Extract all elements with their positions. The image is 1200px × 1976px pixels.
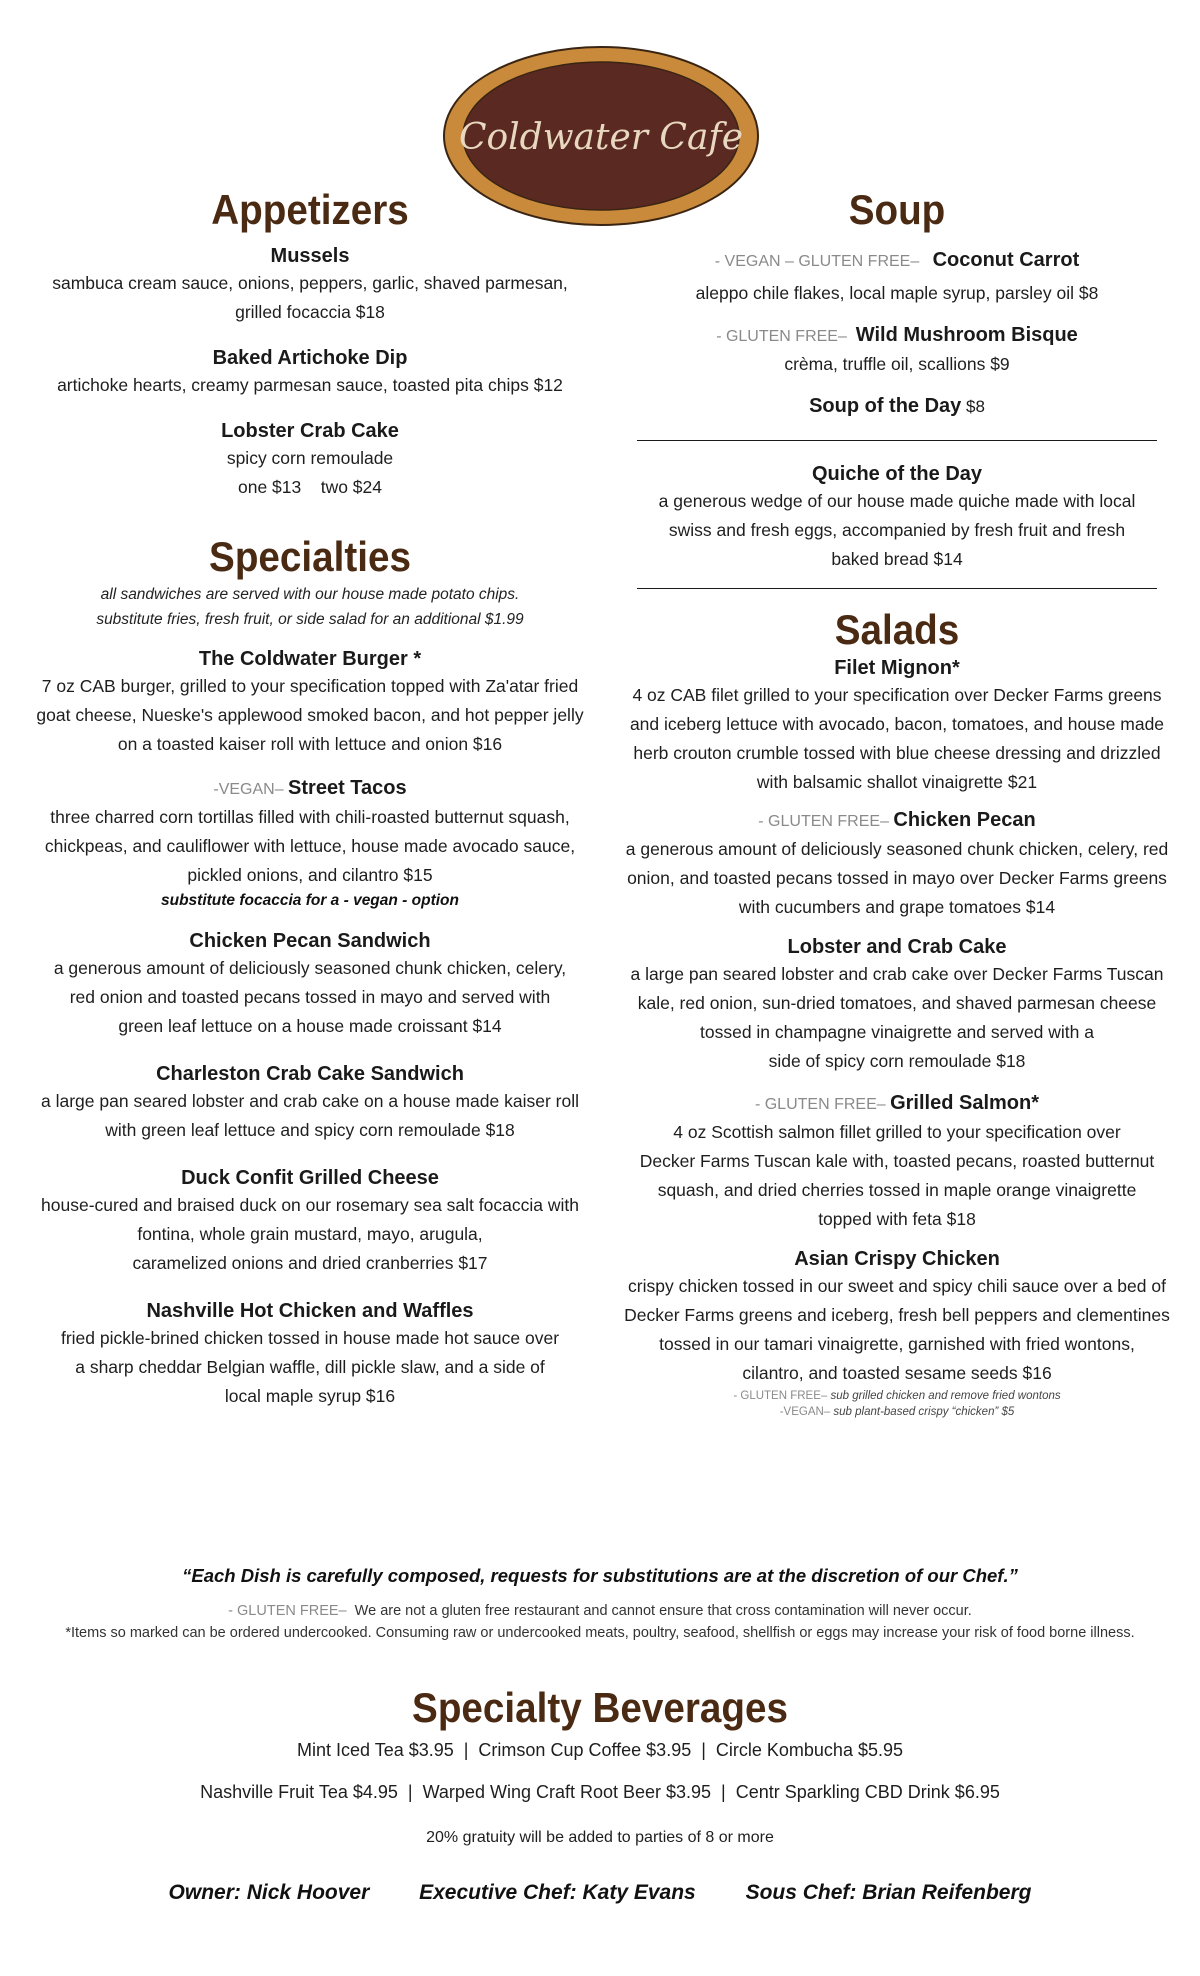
disclaimer-text: We are not a gluten free restaurant and cannot ensure that cross contamination will never occur. bbox=[354, 1603, 972, 1619]
item-desc: red onion and toasted pecans tossed in mayo and served with bbox=[69, 987, 551, 1007]
item-name bbox=[612, 247, 1182, 275]
item-name-text: Grilled Salmon* bbox=[890, 1092, 1040, 1114]
item-desc: local maple syrup $16 bbox=[224, 1386, 396, 1406]
beverages-line: Nashville Fruit Tea $4.95 | Warped Wing Craft Root Beer $3.95 | Centr Sparkling CBD Drink $6.95 bbox=[200, 1782, 1000, 1802]
item-name bbox=[612, 1090, 1182, 1118]
item-desc: Decker Farms Tuscan kale with, toasted pecans, roasted butternut bbox=[639, 1151, 1155, 1171]
item-name-text: Wild Mushroom Bisque bbox=[855, 324, 1078, 346]
salad-chicken-pecan bbox=[612, 807, 1182, 922]
salad-asian-crispy-chicken bbox=[612, 1246, 1182, 1420]
item-name: Nashville Hot Chicken and Waffles bbox=[146, 1300, 474, 1322]
item-desc: crèma, truffle oil, scallions $9 bbox=[784, 354, 1010, 374]
item-desc: squash, and dried cherries tossed in maple orange vinaigrette bbox=[657, 1180, 1137, 1200]
appetizer-mussels bbox=[25, 243, 595, 327]
item-desc: with cucumbers and grape tomatoes $14 bbox=[738, 897, 1056, 917]
divider bbox=[637, 588, 1157, 589]
item-desc: 4 oz Scottish salmon fillet grilled to your specification over bbox=[673, 1122, 1121, 1142]
note-text: sub grilled chicken and remove fried wontons bbox=[827, 1390, 1061, 1402]
item-desc: artichoke hearts, creamy parmesan sauce, toasted pita chips $12 bbox=[57, 375, 563, 395]
soup-heading: Soup bbox=[848, 186, 946, 233]
staff-credits bbox=[0, 1881, 1200, 1905]
item-desc: herb crouton crumble tossed with blue cheese dressing and drizzled bbox=[633, 743, 1161, 763]
item-desc: goat cheese, Nueske's applewood smoked bacon, and hot pepper jelly bbox=[36, 705, 584, 725]
soup-coconut-carrot bbox=[612, 247, 1182, 308]
left-column bbox=[25, 185, 595, 1411]
owner-credit: Owner: Nick Hoover bbox=[168, 1881, 370, 1904]
item-desc: aleppo chile flakes, local maple syrup, parsley oil $8 bbox=[695, 283, 1099, 303]
soup-wild-mushroom bbox=[612, 322, 1182, 379]
item-desc: kale, red onion, sun-dried tomatoes, and shaved parmesan cheese bbox=[637, 993, 1157, 1013]
appetizers-heading: Appetizers bbox=[211, 186, 409, 233]
item-desc: with green leaf lettuce and spicy corn remoulade $18 bbox=[105, 1120, 515, 1140]
vegan-tag: -VEGAN– bbox=[213, 781, 289, 798]
gluten-free-tag: - GLUTEN FREE– bbox=[228, 1603, 355, 1619]
item-desc: pickled onions, and cilantro $15 bbox=[187, 865, 433, 885]
item-desc: a generous wedge of our house made quiche made with local bbox=[658, 491, 1136, 511]
specialties-note: substitute fries, fresh fruit, or side salad for an additional $1.99 bbox=[96, 611, 524, 628]
item-desc: Decker Farms greens and iceberg, fresh bell peppers and clementines bbox=[624, 1305, 1170, 1325]
item-name: Chicken Pecan Sandwich bbox=[189, 930, 431, 952]
chef-quote: “Each Dish is carefully composed, requests for substitutions are at the discretion of our Chef.” bbox=[182, 1565, 1018, 1586]
appetizer-artichoke-dip bbox=[25, 345, 595, 400]
soup-of-the-day bbox=[612, 393, 1182, 420]
item-desc: a large pan seared lobster and crab cake on a house made kaiser roll bbox=[41, 1091, 579, 1111]
item-price: $8 bbox=[961, 397, 985, 416]
item-desc: swiss and fresh eggs, accompanied by fresh fruit and fresh bbox=[668, 520, 1126, 540]
quiche-of-the-day bbox=[612, 461, 1182, 574]
item-name bbox=[612, 322, 1182, 350]
item-desc: onion, and toasted pecans tossed in mayo over Decker Farms greens bbox=[627, 868, 1167, 888]
diet-tag: - GLUTEN FREE– bbox=[716, 328, 856, 345]
item-name bbox=[612, 807, 1182, 835]
specialty-charleston-crab-cake bbox=[25, 1061, 595, 1145]
specialty-duck-confit bbox=[25, 1165, 595, 1278]
item-desc: a large pan seared lobster and crab cake over Decker Farms Tuscan bbox=[630, 964, 1164, 984]
item-name: Lobster and Crab Cake bbox=[787, 936, 1007, 958]
item-desc: and iceberg lettuce with avocado, bacon, tomatoes, and house made bbox=[629, 714, 1165, 734]
item-name-text: Coconut Carrot bbox=[932, 249, 1080, 271]
appetizer-lobster-crab-cake bbox=[25, 418, 595, 502]
item-name: Charleston Crab Cake Sandwich bbox=[156, 1063, 464, 1085]
item-desc: with balsamic shallot vinaigrette $21 bbox=[756, 772, 1038, 792]
item-name: Duck Confit Grilled Cheese bbox=[181, 1167, 439, 1189]
item-desc: cilantro, and toasted sesame seeds $16 bbox=[742, 1363, 1052, 1383]
item-desc: baked bread $14 bbox=[831, 549, 963, 569]
item-name: Lobster Crab Cake bbox=[221, 420, 399, 442]
beverages-line: Mint Iced Tea $3.95 | Crimson Cup Coffee $3.95 | Circle Kombucha $5.95 bbox=[296, 1740, 903, 1760]
specialties-note: all sandwiches are served with our house made potato chips. bbox=[100, 586, 520, 603]
gluten-free-substitution-note bbox=[612, 1388, 1182, 1404]
item-note: substitute focaccia for a - vegan - option bbox=[161, 892, 459, 909]
item-desc: three charred corn tortillas filled with chili-roasted butternut squash, bbox=[50, 807, 570, 827]
divider bbox=[637, 440, 1157, 441]
item-desc: spicy corn remoulade bbox=[226, 448, 394, 468]
item-desc: one $13 two $24 bbox=[238, 477, 382, 497]
salad-grilled-salmon bbox=[612, 1090, 1182, 1234]
gluten-free-tag: - GLUTEN FREE– bbox=[733, 1390, 828, 1402]
executive-chef-credit: Executive Chef: Katy Evans bbox=[419, 1881, 696, 1904]
item-desc: on a toasted kaiser roll with lettuce and onion $16 bbox=[117, 734, 503, 754]
item-desc: tossed in champagne vinaigrette and served with a bbox=[700, 1022, 1094, 1042]
specialties-heading: Specialties bbox=[209, 533, 411, 580]
vegan-tag: -VEGAN– bbox=[779, 1406, 831, 1418]
item-desc: a sharp cheddar Belgian waffle, dill pickle slaw, and a side of bbox=[75, 1357, 545, 1377]
item-name: Quiche of the Day bbox=[811, 463, 983, 485]
specialty-street-tacos bbox=[25, 775, 595, 912]
item-desc: sambuca cream sauce, onions, peppers, garlic, shaved parmesan, bbox=[52, 273, 568, 293]
item-name-text: Soup of the Day bbox=[809, 395, 962, 417]
item-name: Asian Crispy Chicken bbox=[794, 1248, 1000, 1270]
specialty-nashville-hot-chicken bbox=[25, 1298, 595, 1411]
item-name: Mussels bbox=[270, 245, 350, 267]
item-name: Baked Artichoke Dip bbox=[212, 347, 408, 369]
salad-lobster-crab-cake bbox=[612, 934, 1182, 1076]
svg-text:Coldwater Cafe: Coldwater Cafe bbox=[458, 117, 744, 158]
beverages-heading: Specialty Beverages bbox=[412, 1684, 788, 1731]
item-name bbox=[25, 775, 595, 803]
item-desc: a generous amount of deliciously seasoned chunk chicken, celery, red bbox=[625, 839, 1169, 859]
item-desc: a generous amount of deliciously seasoned chunk chicken, celery, bbox=[53, 958, 567, 978]
item-desc: crispy chicken tossed in our sweet and spicy chili sauce over a bed of bbox=[628, 1276, 1166, 1296]
gluten-free-tag: - GLUTEN FREE– bbox=[754, 1096, 891, 1113]
item-desc: chickpeas, and cauliflower with lettuce, house made avocado sauce, bbox=[44, 836, 576, 856]
item-name: The Coldwater Burger * bbox=[198, 648, 422, 670]
item-desc: fried pickle-brined chicken tossed in house made hot sauce over bbox=[60, 1328, 560, 1348]
item-desc: green leaf lettuce on a house made croissant $14 bbox=[118, 1016, 502, 1036]
salads-heading: Salads bbox=[834, 606, 960, 653]
note-text: sub plant-based crispy “chicken” $5 bbox=[830, 1406, 1015, 1418]
item-name-text: Street Tacos bbox=[288, 777, 407, 799]
raw-food-warning: *Items so marked can be ordered undercooked. Consuming raw or undercooked meats, poultry, seafood, shellfish or eggs may increase your risk of food borne illness. bbox=[65, 1625, 1135, 1641]
item-desc: fontina, whole grain mustard, mayo, arugula, bbox=[137, 1224, 483, 1244]
right-column bbox=[612, 185, 1182, 1420]
item-desc: 4 oz CAB filet grilled to your specification over Decker Farms greens bbox=[632, 685, 1162, 705]
diet-tag: - VEGAN – GLUTEN FREE– bbox=[714, 253, 933, 270]
item-desc: topped with feta $18 bbox=[818, 1209, 976, 1229]
gluten-free-disclaimer bbox=[0, 1603, 1200, 1619]
item-name-text: Chicken Pecan bbox=[893, 809, 1036, 831]
specialty-coldwater-burger bbox=[25, 646, 595, 759]
sous-chef-credit: Sous Chef: Brian Reifenberg bbox=[745, 1881, 1032, 1904]
salad-filet-mignon bbox=[612, 655, 1182, 797]
specialty-chicken-pecan-sandwich bbox=[25, 928, 595, 1041]
item-desc: grilled focaccia $18 bbox=[235, 302, 385, 322]
gluten-free-tag: - GLUTEN FREE– bbox=[758, 813, 894, 830]
vegan-substitution-note bbox=[612, 1404, 1182, 1420]
item-desc: side of spicy corn remoulade $18 bbox=[768, 1051, 1026, 1071]
item-desc: 7 oz CAB burger, grilled to your specification topped with Za'atar fried bbox=[41, 676, 579, 696]
gratuity-note: 20% gratuity will be added to parties of 8 or more bbox=[426, 1829, 774, 1846]
item-desc: tossed in our tamari vinaigrette, garnished with fried wontons, bbox=[659, 1334, 1135, 1354]
item-desc: caramelized onions and dried cranberries $17 bbox=[132, 1253, 488, 1273]
item-name: Filet Mignon* bbox=[834, 657, 960, 679]
item-desc: house-cured and braised duck on our rosemary sea salt focaccia with bbox=[41, 1195, 579, 1215]
